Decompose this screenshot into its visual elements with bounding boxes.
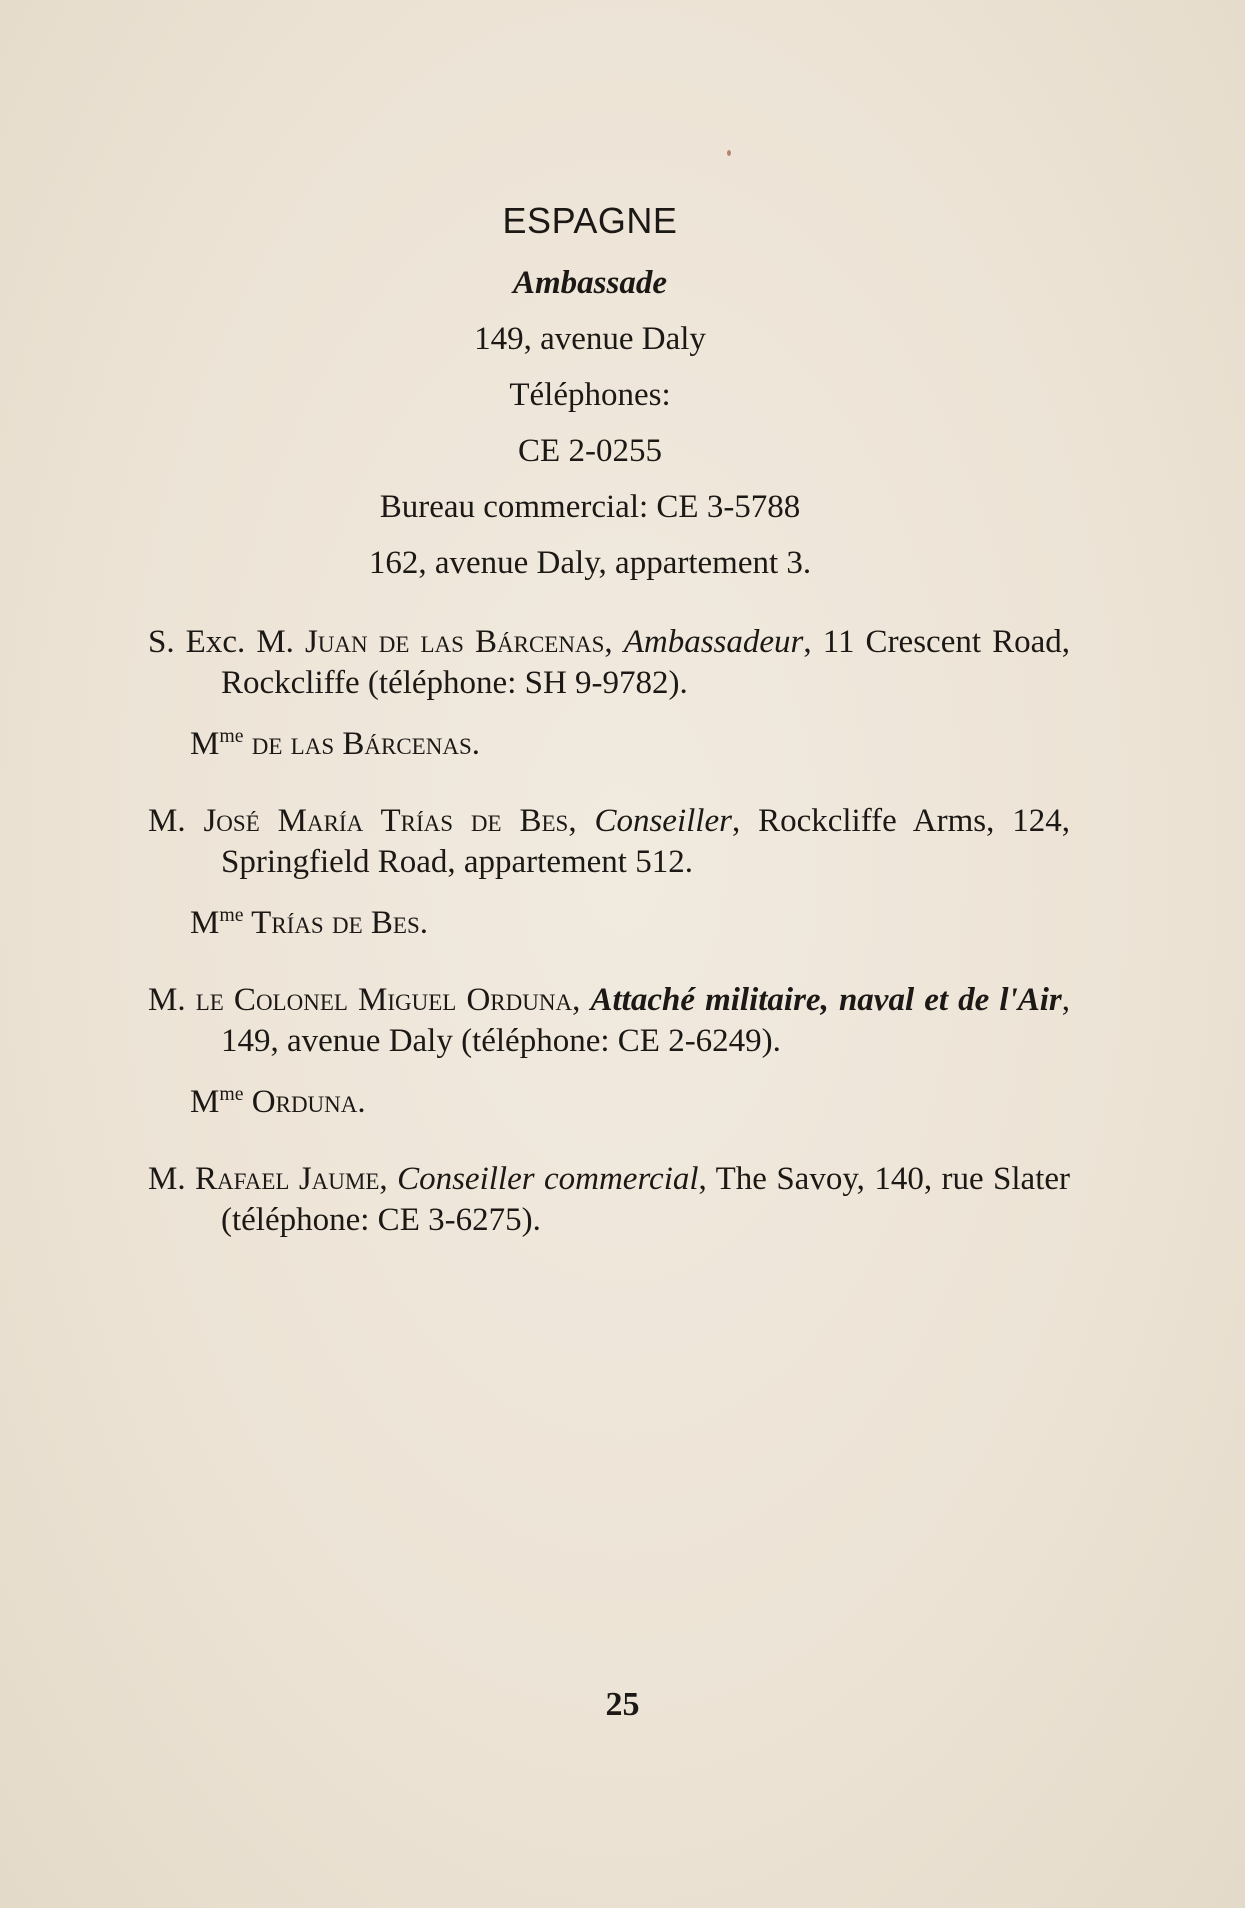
entry-separator: , [604, 624, 624, 660]
spouse-prefix: M [190, 725, 220, 762]
entry-separator: , [379, 1160, 398, 1197]
entry-address: , Rockcliffe Arms, 124, Springfield Road, appartement 512. [221, 802, 1070, 880]
spouse-entry [148, 716, 1070, 765]
staff-entry [148, 801, 1070, 883]
staff-list [148, 622, 1070, 1241]
embassy-address: 149, avenue Daly [474, 321, 706, 357]
entry-title: M. [148, 981, 196, 1018]
spouse-name: de las Bárcenas. [243, 725, 480, 762]
entry-title: S. Exc. M. [148, 624, 305, 660]
spouse-name: Orduna. [243, 1083, 366, 1120]
entry-address: , The Savoy, 140, rue Slater (téléphone: CE 3-6275). [221, 1160, 1071, 1238]
telephones-label: Téléphones: [509, 377, 671, 413]
spouse-entry [148, 1074, 1070, 1123]
document-body [148, 196, 1070, 1241]
staff-entry [148, 622, 1070, 704]
spouse-superscript: me [219, 725, 244, 747]
entry-role: Conseiller commercial [397, 1160, 699, 1197]
entry-title: M. [148, 802, 204, 839]
ink-smudge [727, 150, 731, 156]
staff-entry [148, 1159, 1070, 1241]
entry-name: Rafael Jaume [195, 1160, 380, 1197]
spouse-superscript: me [219, 903, 244, 926]
spouse-name: Trías de Bes. [243, 904, 428, 941]
entry-name: José María Trías de Bes [203, 802, 569, 839]
entry-title: M. [148, 1160, 196, 1197]
entry-separator: , [572, 981, 591, 1018]
appartement-address: 162, avenue Daly, appartement 3. [368, 545, 812, 581]
entry-role: Conseiller [594, 802, 732, 839]
entry-address: , 149, avenue Daly (téléphone: CE 2-6249). [221, 981, 1071, 1059]
staff-entry [148, 980, 1070, 1062]
embassy-label: Ambassade [512, 265, 667, 301]
spouse-prefix: M [190, 904, 220, 941]
entry-role: Attaché militaire, naval et de l'Air [590, 981, 1062, 1018]
entry-address: , 11 Crescent Road, Rockcliffe (téléphone: SH 9-9782). [221, 624, 1070, 701]
embassy-header [140, 196, 1040, 586]
telephone-number: CE 2-0255 [518, 433, 662, 469]
spouse-superscript: me [219, 1082, 244, 1105]
entry-name: Juan de las Bárcenas [304, 624, 605, 660]
spouse-entry [148, 895, 1070, 944]
entry-role: Ambassadeur [623, 624, 804, 660]
bureau-commercial: Bureau commercial: CE 3-5788 [379, 489, 801, 525]
page-number: 25 [605, 1686, 640, 1723]
entry-name: le Colonel Miguel Orduna [195, 981, 573, 1018]
spouse-prefix: M [190, 1083, 220, 1120]
entry-separator: , [568, 802, 595, 839]
country-heading: ESPAGNE [502, 200, 678, 241]
